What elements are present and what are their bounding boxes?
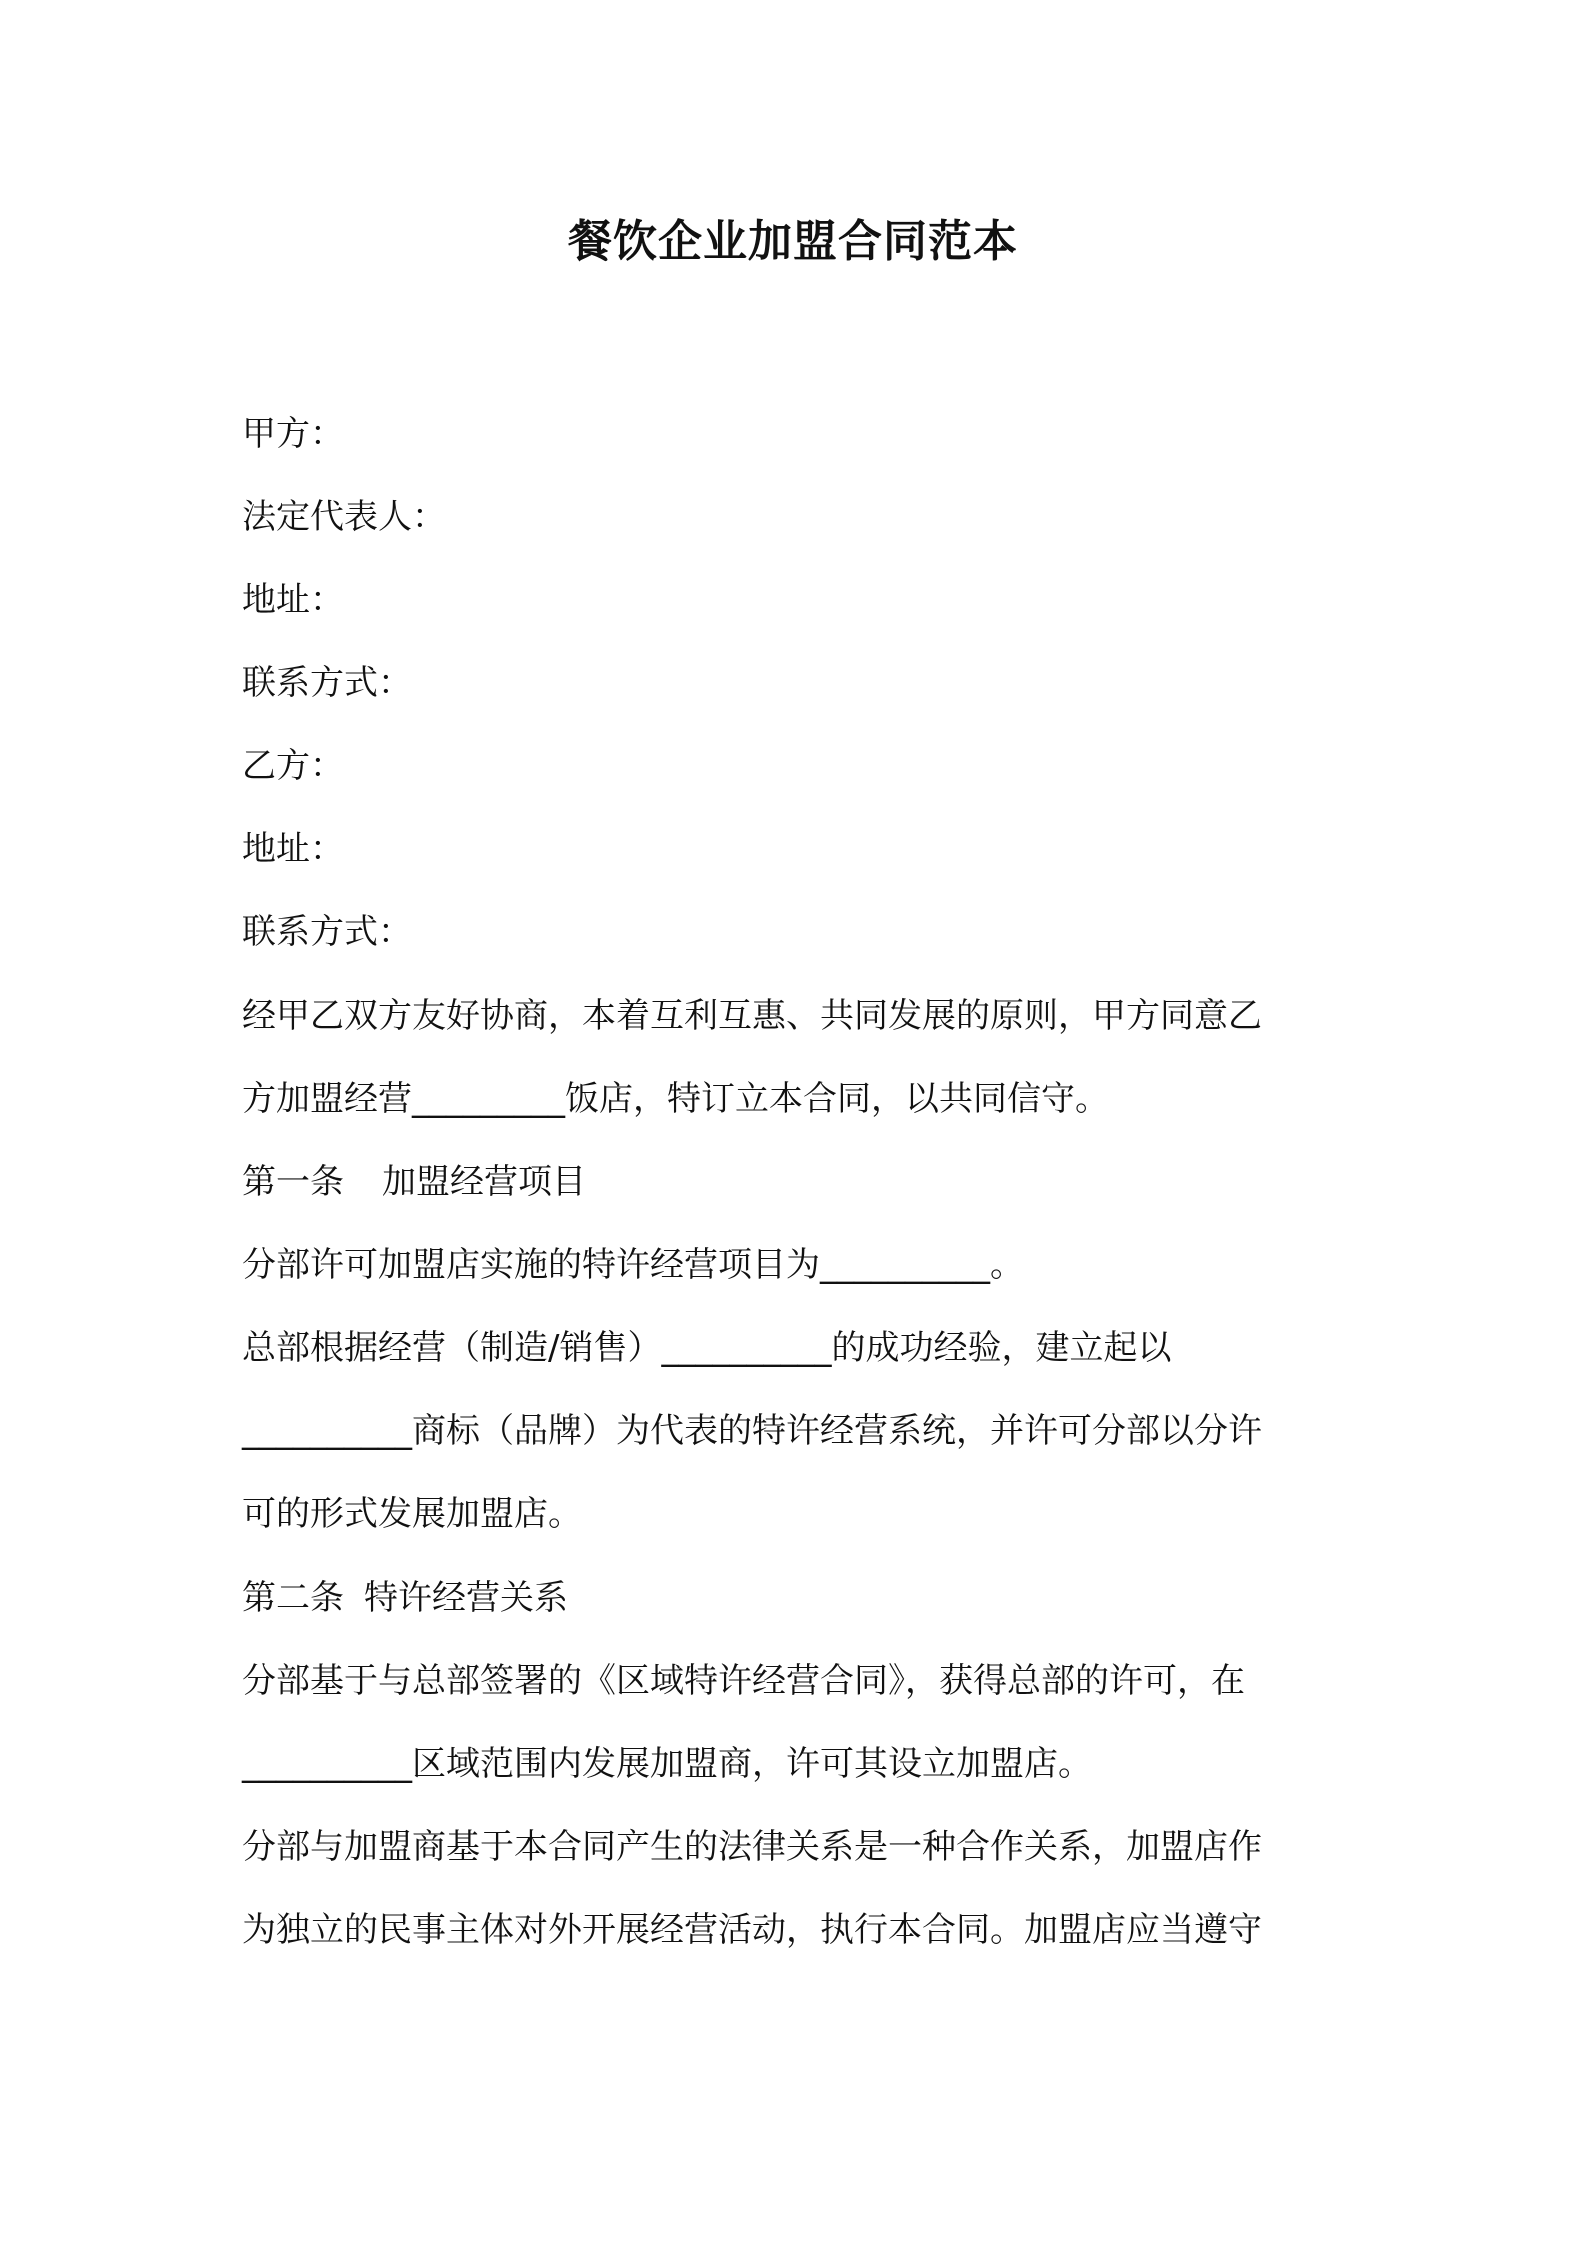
party-b-label: 乙方： xyxy=(242,746,344,786)
document-title: 餐饮企业加盟合同范本 xyxy=(568,216,1018,267)
article-1-para-2-line-3: 可的形式发展加盟店。 xyxy=(242,1494,582,1534)
article-2-number: 第二条 xyxy=(242,1578,344,1618)
article-1-heading xyxy=(242,1158,1352,1206)
party-a-label: 甲方： xyxy=(242,414,344,454)
article-1-para-2-line-2: __________商标（品牌）为代表的特许经营系统，并许可分部以分许 xyxy=(242,1411,1262,1451)
article-1-title: 加盟经营项目 xyxy=(382,1162,586,1202)
party-a-address-label: 地址： xyxy=(242,580,344,620)
article-2-title: 特许经营关系 xyxy=(364,1578,568,1618)
party-b-address-label: 地址： xyxy=(242,829,344,869)
article-1-para-2-line-1: 总部根据经营（制造/销售）__________的成功经验，建立起以 xyxy=(242,1328,1172,1368)
legal-rep-label: 法定代表人： xyxy=(242,497,446,537)
article-1-number: 第一条 xyxy=(242,1162,344,1202)
party-a-contact-label: 联系方式： xyxy=(242,663,412,703)
article-2-para-2-line-2: 为独立的民事主体对外开展经营活动，执行本合同。加盟店应当遵守 xyxy=(242,1910,1262,1950)
article-1-para-1: 分部许可加盟店实施的特许经营项目为__________。 xyxy=(242,1245,1024,1285)
article-2-heading xyxy=(242,1574,1352,1622)
article-2-para-1-line-2: __________区域范围内发展加盟商，许可其设立加盟店。 xyxy=(242,1744,1092,1784)
preamble-line-2: 方加盟经营_________饭店，特订立本合同，以共同信守。 xyxy=(242,1079,1109,1119)
article-2-para-1-line-1: 分部基于与总部签署的《区域特许经营合同》，获得总部的许可，在 xyxy=(242,1661,1245,1701)
article-2-para-2-line-1: 分部与加盟商基于本合同产生的法律关系是一种合作关系，加盟店作 xyxy=(242,1827,1262,1867)
party-b-contact-label: 联系方式： xyxy=(242,912,412,952)
preamble-line-1: 经甲乙双方友好协商，本着互利互惠、共同发展的原则，甲方同意乙 xyxy=(242,996,1262,1036)
